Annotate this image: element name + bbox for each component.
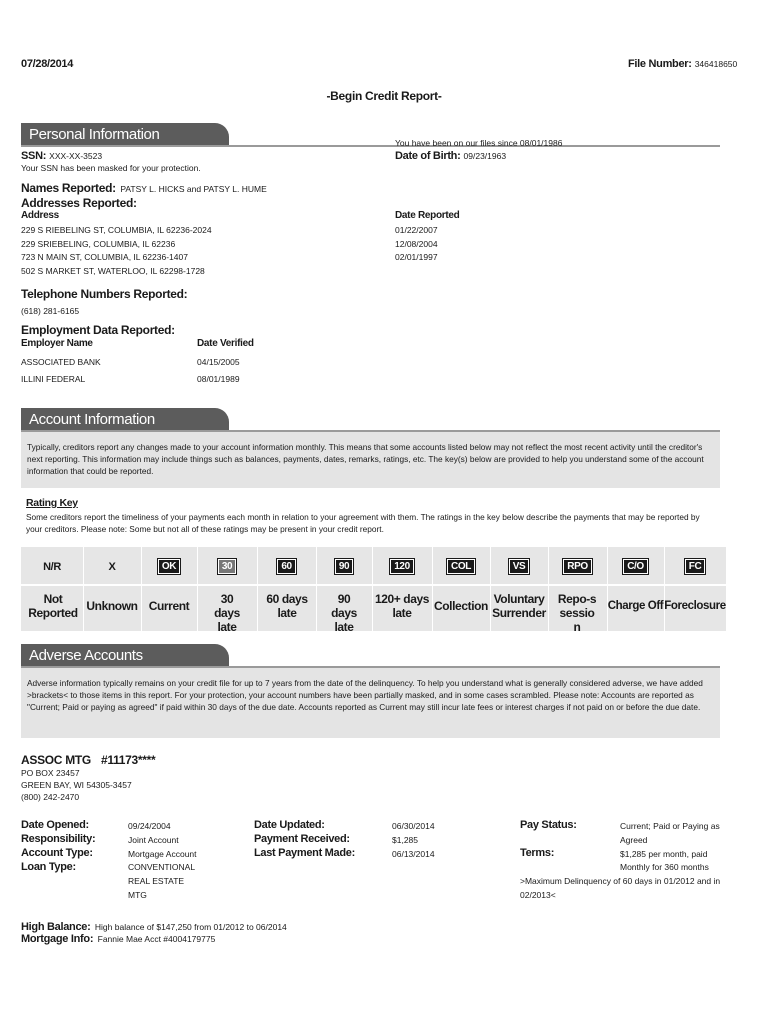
account-address-1: PO BOX 23457: [21, 768, 80, 778]
max-delinquency: 02/2013<: [520, 890, 556, 900]
addresses-label: Addresses Reported:: [21, 196, 137, 210]
file-number-value: 346418650: [694, 59, 738, 69]
dob-label: Date of Birth:: [395, 150, 461, 162]
address-item: 229 S RIEBELING ST, COLUMBIA, IL 62236-2024: [21, 225, 212, 235]
names-label: Names Reported:: [21, 181, 116, 195]
rating-key-divider: [21, 584, 726, 586]
dob-value: 09/23/1963: [463, 151, 507, 161]
last-payment-label: Last Payment Made:: [254, 847, 355, 859]
max-delinquency: >Maximum Delinquency of 60 days in 01/2012 and in: [520, 876, 721, 886]
rating-key-text: Some creditors report the timeliness of your payments each month in relation to your agreement with them. The ratings in the key below describe the payments that may be reported by your creditors. Please note: Some but not all of these ratings may be present in your credit report.: [26, 512, 700, 534]
rating-code-60: 60: [257, 558, 316, 574]
section-account-information: Account Information: [21, 408, 229, 430]
address-item: 229 SRIEBELING, COLUMBIA, IL 62236: [21, 239, 176, 249]
terms-label: Terms:: [520, 847, 555, 859]
rating-key-title: Rating Key: [26, 497, 78, 509]
pay-status-label: Pay Status:: [520, 819, 577, 831]
employer-name: ILLINI FEDERAL: [21, 374, 86, 384]
address-date: 12/08/2004: [395, 239, 438, 249]
account-phone: (800) 242-2470: [21, 792, 80, 802]
loan-type-value: CONVENTIONAL: [128, 862, 196, 872]
rating-code-co: C/O: [607, 558, 664, 574]
phones-label: Telephone Numbers Reported:: [21, 287, 188, 301]
account-type-value: Mortgage Account: [128, 849, 197, 859]
section-adverse-accounts: Adverse Accounts: [21, 644, 229, 666]
account-info-intro: Typically, creditors report any changes made to your account information monthly. This means that some accounts listed below may not reflect the most recent activity until the creditor's next reporting. This information may include things such as balances, payments, dates, remarks, ratings, etc. The key(s) below are provided to help you understand some of the account information that could be reported.: [21, 432, 720, 488]
rating-desc: Not Reported: [28, 592, 78, 620]
account-type-label: Account Type:: [21, 847, 93, 859]
pay-status-value: Current; Paid or Paying as: [620, 821, 720, 831]
phone-value: (618) 281-6165: [21, 306, 80, 316]
names-value: PATSY L. HICKS and PATSY L. HUME: [120, 184, 267, 194]
account-address-2: GREEN BAY, WI 54305-3457: [21, 780, 132, 790]
rating-code-fc: FC: [664, 558, 726, 574]
employment-label: Employment Data Reported:: [21, 323, 175, 337]
ssn-row: [21, 150, 102, 162]
mortgage-info-row: [21, 929, 215, 947]
ssn-note: Your SSN has been masked for your protection.: [21, 163, 201, 173]
payment-received-value: $1,285: [392, 835, 418, 845]
employer-name: ASSOCIATED BANK: [21, 357, 101, 367]
file-number-label: File Number:: [628, 58, 692, 70]
responsibility-label: Responsibility:: [21, 833, 96, 845]
rating-desc: Unknown: [86, 599, 138, 613]
rating-code-rpo: RPO: [548, 558, 607, 574]
rating-desc: 30 days late: [214, 592, 240, 634]
ssn-label: SSN:: [21, 150, 47, 162]
terms-value: Monthly for 360 months: [620, 862, 709, 872]
section-personal-information: Personal Information: [21, 123, 229, 145]
employer-date: 08/01/1989: [197, 374, 240, 384]
account-header: [21, 753, 155, 767]
address-col-header: Address: [21, 210, 59, 221]
date-updated-value: 06/30/2014: [392, 821, 435, 831]
terms-value: $1,285 per month, paid: [620, 849, 708, 859]
rating-desc: 90 days late: [331, 592, 357, 634]
report-date: 07/28/2014: [21, 58, 74, 70]
loan-type-label: Loan Type:: [21, 861, 76, 873]
section-divider: [21, 145, 720, 147]
date-reported-col-header: Date Reported: [395, 210, 460, 221]
ssn-value: XXX-XX-3523: [49, 151, 103, 161]
rating-desc: Charge Off: [607, 600, 664, 612]
rating-desc: Foreclosure: [664, 600, 726, 612]
dob-row: [395, 150, 506, 162]
rating-code-120: 120: [372, 558, 432, 574]
rating-code-col: COL: [432, 558, 490, 574]
account-name: ASSOC MTG: [21, 753, 91, 767]
rating-desc: 60 days late: [266, 592, 308, 620]
employer-col-header: Employer Name: [21, 338, 93, 349]
report-title: -Begin Credit Report-: [326, 89, 442, 103]
rating-code-nr: N/R: [43, 561, 61, 573]
address-date: 02/01/1997: [395, 252, 438, 262]
rating-code-30: 30: [197, 558, 257, 574]
rating-desc: 120+ days late: [374, 592, 430, 620]
names-row: [21, 179, 267, 197]
high-balance-label: High Balance:: [21, 921, 91, 933]
loan-type-value: REAL ESTATE: [128, 876, 185, 886]
rating-key-table: [21, 547, 726, 634]
on-file-since: You have been on our files since 08/01/1986: [395, 138, 563, 148]
address-item: 723 N MAIN ST, COLUMBIA, IL 62236-1407: [21, 252, 188, 262]
rating-code-x: X: [108, 561, 116, 573]
account-number: #11173****: [100, 753, 156, 767]
responsibility-value: Joint Account: [128, 835, 179, 845]
date-opened-value: 09/24/2004: [128, 821, 171, 831]
rating-code-vs: VS: [490, 558, 548, 574]
address-date: 01/22/2007: [395, 225, 438, 235]
high-balance-value: High balance of $147,250 from 01/2012 to 06/2014: [94, 922, 287, 932]
date-updated-label: Date Updated:: [254, 819, 325, 831]
payment-received-label: Payment Received:: [254, 833, 350, 845]
mortgage-info-label: Mortgage Info:: [21, 933, 94, 945]
verified-col-header: Date Verified: [197, 338, 254, 349]
last-payment-value: 06/13/2014: [392, 849, 435, 859]
pay-status-value: Agreed: [620, 835, 648, 845]
rating-desc: Repo-ssession: [557, 592, 597, 634]
loan-type-value: MTG: [128, 890, 147, 900]
file-number: [628, 58, 737, 70]
adverse-intro: Adverse information typically remains on your credit file for up to 7 years from the date of the delinquency. To help you understand what is generally considered adverse, we have added >brackets< to those items in this report. For your protection, your account numbers have been partially masked, and in some cases scrambled. Please note: Accounts are reported as "Current; Paid or paying as agreed" if paid within 30 days of the due date. Accounts reported as Current may still incur late fees or interest charges if not paid on or before the due date.: [21, 668, 720, 738]
rating-desc: Current: [148, 599, 190, 613]
mortgage-info-value: Fannie Mae Acct #4004179775: [97, 934, 216, 944]
rating-code-ok: OK: [141, 558, 197, 574]
date-opened-label: Date Opened:: [21, 819, 89, 831]
rating-desc: Voluntary Surrender: [492, 592, 546, 620]
rating-desc: Collection: [433, 599, 488, 613]
address-item: 502 S MARKET ST, WATERLOO, IL 62298-1728: [21, 266, 205, 276]
rating-code-90: 90: [316, 558, 372, 574]
employer-date: 04/15/2005: [197, 357, 240, 367]
